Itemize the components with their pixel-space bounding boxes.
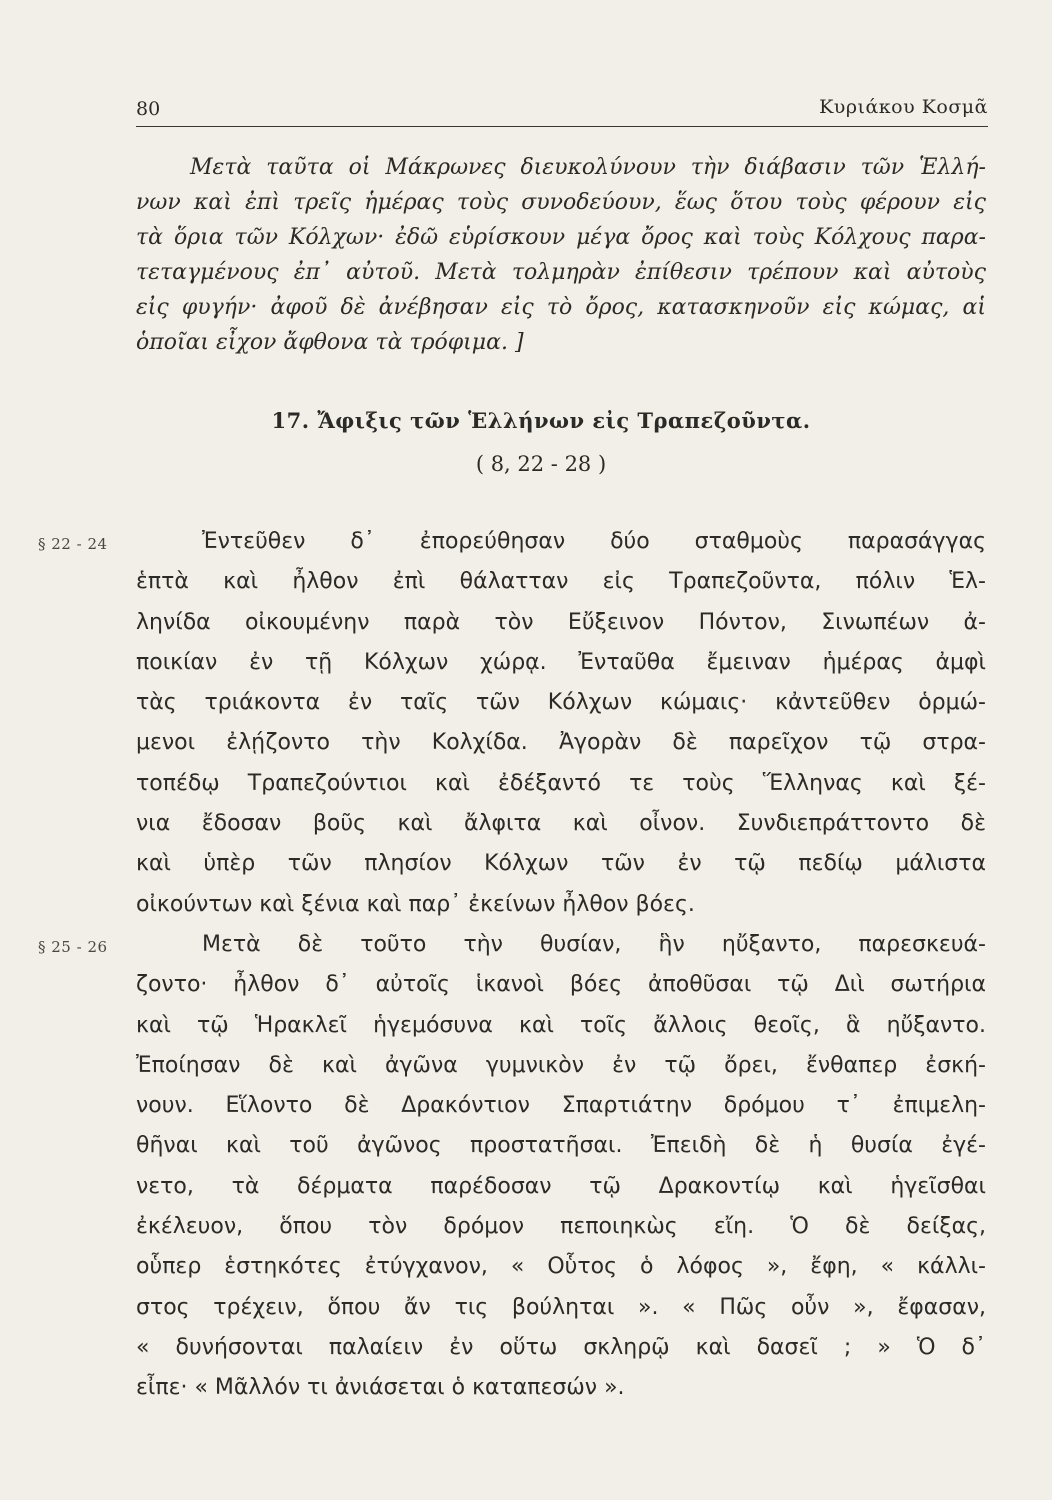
text-line	[136, 885, 986, 925]
text-line	[136, 1328, 986, 1368]
line-text: καὶ τῷ Ἡρακλεῖ ἡγεμόσυνα καὶ τοῖς ἄλλοις θεοῖς, ἃ ηὔξαντο.	[136, 1012, 986, 1038]
text-line	[136, 1006, 986, 1046]
text-line	[136, 1046, 986, 1086]
text-line	[136, 1288, 986, 1328]
line-text: τοπέδῳ Τραπεζούντιοι καὶ ἐδέξαντό τε τοὺς Ἕλληνας καὶ ξέ-	[136, 770, 986, 796]
summary-line: ὁποῖαι εἶχον ἄφθονα τὰ τρόφιμα. ]	[136, 330, 524, 355]
body-text	[38, 522, 986, 1409]
line-text: ποικίαν ἐν τῇ Κόλχων χώρᾳ. Ἐνταῦθα ἔμειναν ἡμέρας ἀμφὶ	[136, 649, 986, 675]
page-header	[136, 96, 988, 126]
line-text: « δυνήσονται παλαίειν ἐν οὕτω σκληρῷ καὶ δασεῖ ; » Ὁ δ᾿	[136, 1334, 986, 1360]
line-text: νια ἔδοσαν βοῦς καὶ ἄλφιτα καὶ οἶνον. Συνδιεπράττοντο δὲ	[136, 811, 986, 837]
line-text: μενοι ἐλῄζοντο τὴν Κολχίδα. Ἀγορὰν δὲ παρεῖχον τῷ στρα-	[136, 730, 986, 756]
summary-line: Μετὰ ταῦτα οἱ Μάκρωνες διευκολύνουν τὴν διάβασιν τῶν Ἑλλή-	[190, 155, 986, 180]
text-line	[136, 965, 986, 1005]
text-line	[136, 1247, 986, 1287]
line-text: Μετὰ δὲ τοῦτο τὴν θυσίαν, ἣν ηὔξαντο, παρεσκευά-	[202, 931, 986, 957]
text-line	[136, 643, 986, 683]
line-text: τὰς τριάκοντα ἐν ταῖς τῶν Κόλχων κώμαις· κἀντεῦθεν ὁρμώ-	[136, 690, 986, 716]
line-text: στος τρέχειν, ὅπου ἄν τις βούληται ». « Πῶς οὖν », ἔφασαν,	[136, 1294, 986, 1320]
line-text: ληνίδα οἰκουμένην παρὰ τὸν Εὔξεινον Πόντον, Σινωπέων ἀ-	[136, 609, 986, 635]
line-text: ἐκέλευον, ὅπου τὸν δρόμον πεποιηκὼς εἴη. Ὁ δὲ δείξας,	[136, 1214, 986, 1240]
summary-line: νων καὶ ἐπὶ τρεῖς ἡμέρας τοὺς συνοδεύουν, ἕως ὅτου τοὺς φέρουν εἰς	[136, 190, 986, 215]
section-title: 17. Ἄφιξις τῶν Ἑλλήνων εἰς Τραπεζοῦντα.	[271, 408, 811, 433]
line-text: νετο, τὰ δέρματα παρέδοσαν τῷ Δρακοντίῳ καὶ ἡγεῖσθαι	[136, 1173, 986, 1199]
line-text: Ἐποίησαν δὲ καὶ ἀγῶνα γυμνικὸν ἐν τῷ ὄρει, ἔνθαπερ ἐσκή-	[136, 1052, 986, 1078]
text-line	[136, 603, 986, 643]
line-text: Ἐντεῦθεν δ᾿ ἐπορεύθησαν δύο σταθμοὺς παρασάγγας	[202, 529, 986, 554]
line-text: οὗπερ ἑστηκότες ἐτύγχανον, « Οὗτος ὁ λόφος », ἔφη, « κάλλι-	[136, 1254, 986, 1280]
text-line	[136, 562, 986, 602]
line-text: θῆναι καὶ τοῦ ἀγῶνος προστατῆσαι. Ἐπειδὴ δὲ ἡ θυσία ἐγέ-	[136, 1133, 986, 1159]
text-line	[136, 1207, 986, 1247]
section-reference: ( 8, 22 - 28 )	[475, 452, 607, 476]
summary-line: τὰ ὅρια τῶν Κόλχων· ἐδῶ εὑρίσκουν μέγα ὄρος καὶ τοὺς Κόλχους παρα-	[136, 225, 986, 250]
line-text: καὶ ὑπὲρ τῶν πλησίον Κόλχων τῶν ἐν τῷ πεδίῳ μάλιστα	[136, 851, 986, 877]
line-text: ζοντο· ἦλθον δ᾿ αὐτοῖς ἱκανοὶ βόες ἀποθῦσαι τῷ Διὶ σωτήρια	[136, 972, 986, 998]
text-line	[136, 844, 986, 884]
summary-line: εἰς φυγήν· ἀφοῦ δὲ ἀνέβησαν εἰς τὸ ὄρος, κατασκηνοῦν εἰς κώμας, αἱ	[136, 295, 986, 320]
summary-paragraph	[136, 150, 986, 360]
summary-line: τεταγμένους ἐπ᾿ αὐτοῦ. Μετὰ τολμηρὰν ἐπίθεσιν τρέπουν καὶ αὐτοὺς	[136, 260, 986, 285]
line-text: οἰκούντων καὶ ξένια καὶ παρ᾿ ἐκείνων ἦλθον βόες.	[136, 891, 695, 917]
header-rule	[136, 126, 988, 127]
text-line	[38, 522, 986, 562]
text-line	[136, 723, 986, 763]
margin-reference: § 22 - 24	[38, 535, 108, 553]
text-line	[136, 1167, 986, 1207]
text-line	[136, 1368, 986, 1408]
text-line	[136, 764, 986, 804]
text-line	[136, 1086, 986, 1126]
line-text: νουν. Εἵλοντο δὲ Δρακόντιον Σπαρτιάτην δρόμου τ᾿ ἐπιμελη-	[136, 1093, 986, 1119]
text-line	[38, 925, 986, 965]
page-number: 80	[136, 98, 161, 120]
line-text: ἑπτὰ καὶ ἦλθον ἐπὶ θάλατταν εἰς Τραπεζοῦντα, πόλιν Ἑλ-	[136, 569, 986, 595]
text-line	[136, 1126, 986, 1166]
running-head: Κυριάκου Κοσμᾶ	[819, 96, 988, 118]
margin-reference: § 25 - 26	[38, 937, 108, 956]
text-line	[136, 683, 986, 723]
line-text: εἶπε· « Μᾶλλόν τι ἀνιάσεται ὁ καταπεσών ».	[136, 1375, 625, 1401]
text-line	[136, 804, 986, 844]
